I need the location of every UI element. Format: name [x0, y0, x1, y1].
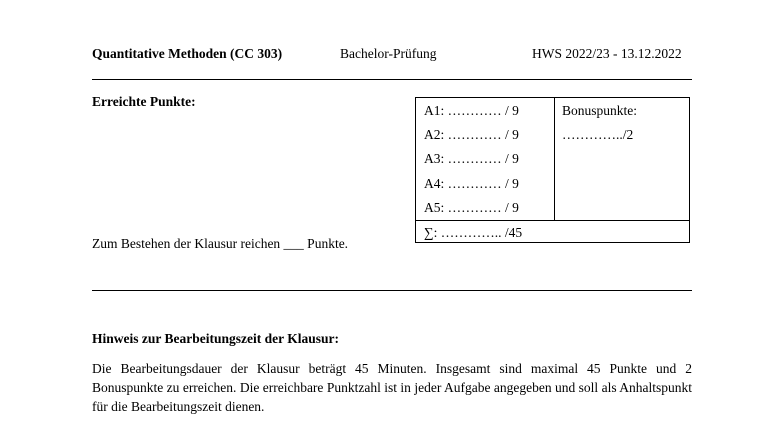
header-divider — [92, 79, 692, 80]
score-row-a5: A5: ………… / 9 — [424, 200, 519, 215]
hint-paragraph: Die Bearbeitungsdauer der Klausur beträgt 45 Minuten. Insgesamt sind maximal 45 Punkte und 2 Bonuspunkte zu erreichen. Die erreichbare Punktzahl ist in jeder Aufgabe angegeben und soll als Anhaltspunkt für die Bearbeitungszeit dienen. — [92, 361, 692, 414]
exam-type: Bachelor-Prüfung — [340, 46, 437, 61]
bonus-points-value: …………../2 — [562, 127, 634, 142]
score-row-a3: A3: ………… / 9 — [424, 151, 519, 166]
pass-threshold-note: Zum Bestehen der Klausur reichen ___ Punkte. — [92, 236, 349, 251]
bonus-points-label: Bonuspunkte: — [562, 103, 638, 118]
score-table — [415, 97, 690, 243]
score-row-a4: A4: ………… / 9 — [424, 176, 519, 191]
section-divider — [92, 290, 692, 291]
term-date: HWS 2022/23 - 13.12.2022 — [532, 46, 682, 61]
course-title: Quantitative Methoden (CC 303) — [92, 46, 283, 61]
score-row-a2: A2: ………… / 9 — [424, 127, 519, 142]
score-table-row-divider — [416, 220, 689, 221]
hint-heading: Hinweis zur Bearbeitungszeit der Klausur: — [92, 331, 339, 346]
score-sum-row: ∑: ………….. /45 — [424, 225, 523, 240]
score-table-column-divider — [554, 98, 555, 220]
achieved-points-heading: Erreichte Punkte: — [92, 94, 196, 109]
score-row-a1: A1: ………… / 9 — [424, 103, 519, 118]
